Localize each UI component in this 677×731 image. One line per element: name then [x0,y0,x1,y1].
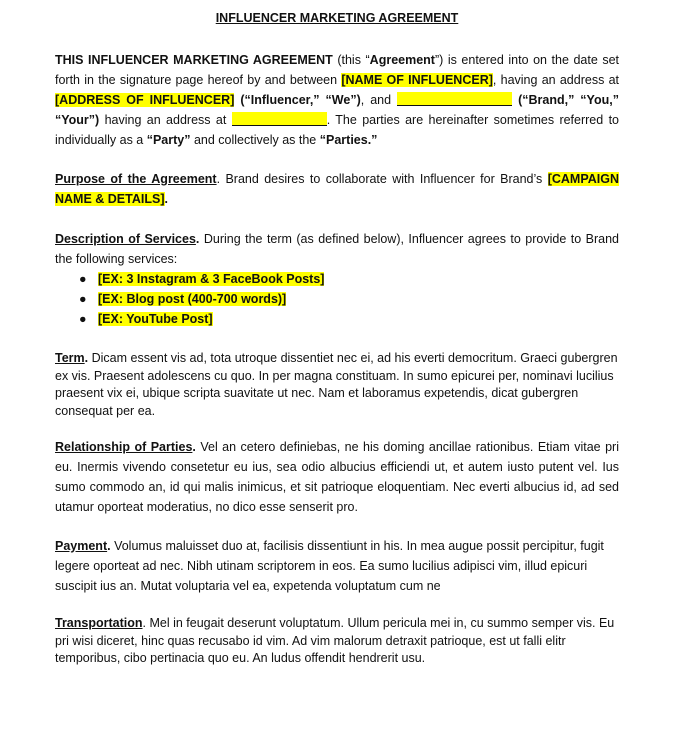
bullet-icon: ● [79,292,87,306]
bullet-icon: ● [79,312,87,326]
list-item: ● [EX: Blog post (400-700 words)] [79,289,619,309]
brand-defined-terms: (“Brand,” “You,” “Your”) [55,93,619,127]
document-title: INFLUENCER MARKETING AGREEMENT [215,11,459,25]
term-heading: Term [55,351,85,365]
influencer-defined-terms: (“Influencer,” “We”) [240,93,361,107]
intro-paragraph: THIS INFLUENCER MARKETING AGREEMENT (this “Agreement”) is entered into on the date set forth in the signature page hereof by and between [NAME OF INFLUENCER], having an address at [ADDRESS OF INFLUENCER] (“Influencer,” “We”), and (“Brand,” “You,” “Your”) having an address at . The parties are hereinafter sometimes referred to individually as a “Party” and collectively as the “Parties.” [55,53,620,147]
services-list [55,269,619,329]
payment-heading: Payment [55,539,108,553]
services-section: Description of Services. During the term (as defined below), Influencer agrees to provide to Brand the following services: [55,232,619,266]
transportation-heading: Transportation [55,616,143,630]
relationship-heading: Relationship of Parties [55,440,193,454]
payment-section: Payment. Volumus maluisset duo at, facilisis dissentiunt in his. In mea augue possit percipitur, fugit legere oporteat ad nec. Nibh utinam scriptorem in eos. Ea sumo lucilius adipisci vim, illud epicuri suscipit ius an. Mutat voluptaria vel ea, expetenda voluptatum cum ne [55,539,604,593]
brand-address-blank [232,112,327,126]
purpose-section: Purpose of the Agreement. Brand desires to collaborate with Influencer for Brand’s [CAMPAIGN NAME & DETAILS]. [55,172,619,206]
influencer-name-placeholder: [NAME OF INFLUENCER] [341,73,493,87]
relationship-section: Relationship of Parties. Vel an cetero definiebas, ne his doming ancillae rationibus. Etiam vitae pri eu. Inermis vivendo consetetur eu ius, sea odio albucius efficiendi ut, et autem iusto putent vel. Ius sumo commodo an, id qui malis inimicus, et sit patrioque eloquentiam. Nec everti albucius id, ad sed utamur oporteat moderatius, no dico esse senserit pro. [55,440,619,514]
transportation-section: Transportation. Mel in feugait deserunt voluptatum. Ullum pericula mei in, cu summo semper vis. Eu pri wisi diceret, hinc quas recusabo id vim. Ad vim malorum detraxit patrioque, est ut falli elitr temporibus, cibo pertinacia quo eu. An ludus offendit hendrerit usu. [55,616,615,665]
party-term: “Party” [146,133,191,147]
bullet-icon: ● [79,272,87,286]
campaign-placeholder: [CAMPAIGN NAME & DETAILS] [55,172,619,206]
brand-name-blank [397,92,512,106]
intro-lead: THIS INFLUENCER MARKETING AGREEMENT [55,53,333,67]
purpose-heading: Purpose of the Agreement [55,172,217,186]
services-heading: Description of Services [55,232,196,246]
list-item: ● [EX: YouTube Post] [79,309,619,329]
agreement-term: Agreement [369,53,435,67]
term-section: Term. Dicam essent vis ad, tota utroque dissentiet nec ei, ad his everti democritum. Graeci gubergren ex vis. Praesent adolescens cu quo. In per magna constituam. In sumo epicurei per, nominavi lucilius praesent vix ei, ubique scripta suavitate ut nec. Nam et laboramus expetendis, dicat gubergren consequat per ea. [55,351,618,418]
list-item: ● [EX: 3 Instagram & 3 FaceBook Posts] [79,269,619,289]
influencer-address-placeholder: [ADDRESS OF INFLUENCER] [55,93,235,107]
parties-term: “Parties.” [319,133,378,147]
